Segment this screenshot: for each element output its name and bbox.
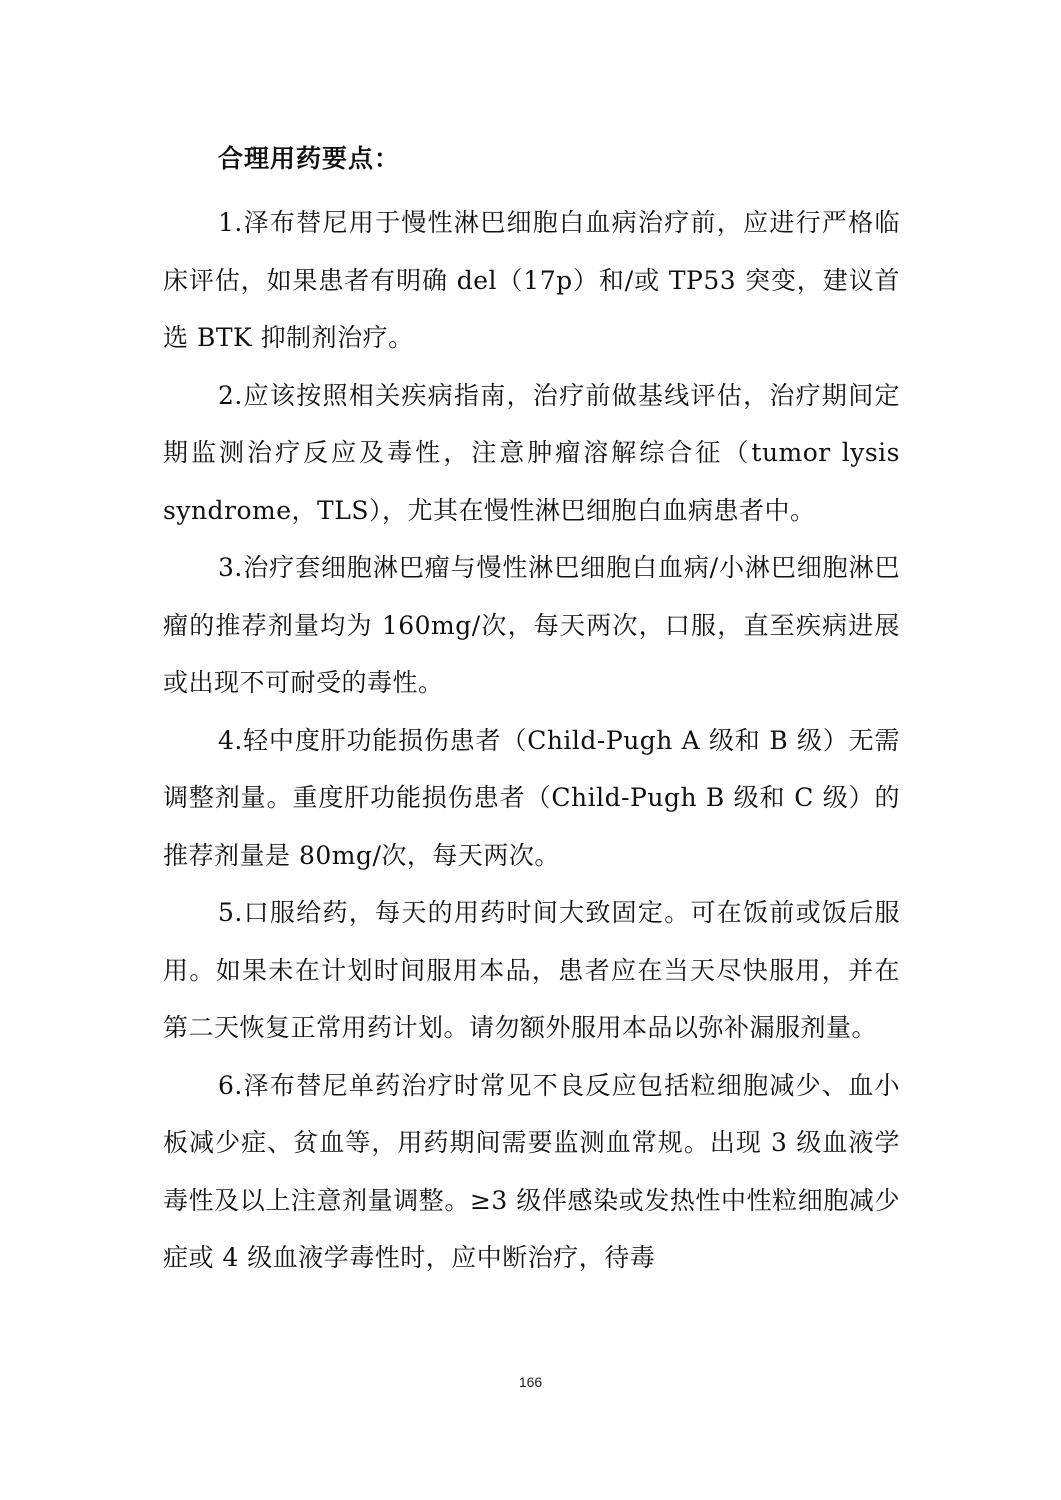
document-body: [163, 137, 900, 1287]
paragraph-4: 4.轻中度肝功能损伤患者（Child-Pugh A 级和 B 级）无需调整剂量。重度肝功能损伤患者（Child-Pugh B 级和 C 级）的推荐剂量是 80mg/次，每天两次。: [163, 725, 900, 870]
paragraph-2: 2.应该按照相关疾病指南，治疗前做基线评估，治疗期间定期监测治疗反应及毒性，注意肿瘤溶解综合征（tumor lysis syndrome，TLS），尤其在慢性淋巴细胞白血病患者中。: [163, 380, 900, 525]
paragraph-6: 6.泽布替尼单药治疗时常见不良反应包括粒细胞减少、血小板减少症、贫血等，用药期间需要监测血常规。出现 3 级血液学毒性及以上注意剂量调整。≥3 级伴感染或发热性中性粒细胞减少症或 4 级血液学毒性时，应中断治疗，待毒: [163, 1070, 900, 1272]
paragraph-3: 3.治疗套细胞淋巴瘤与慢性淋巴细胞白血病/小淋巴细胞淋巴瘤的推荐剂量均为 160mg/次，每天两次，口服，直至疾病进展或出现不可耐受的毒性。: [163, 553, 900, 697]
paragraph-1: 1.泽布替尼用于慢性淋巴细胞白血病治疗前，应进行严格临床评估，如果患者有明确 del（17p）和/或 TP53 突变，建议首选 BTK 抑制剂治疗。: [163, 208, 900, 352]
section-heading: 合理用药要点：: [218, 144, 401, 173]
page-number: 166: [518, 1374, 543, 1390]
paragraph-5: 5.口服给药，每天的用药时间大致固定。可在饭前或饭后服用。如果未在计划时间服用本品，患者应在当天尽快服用，并在第二天恢复正常用药计划。请勿额外服用本品以弥补漏服剂量。: [163, 898, 900, 1042]
